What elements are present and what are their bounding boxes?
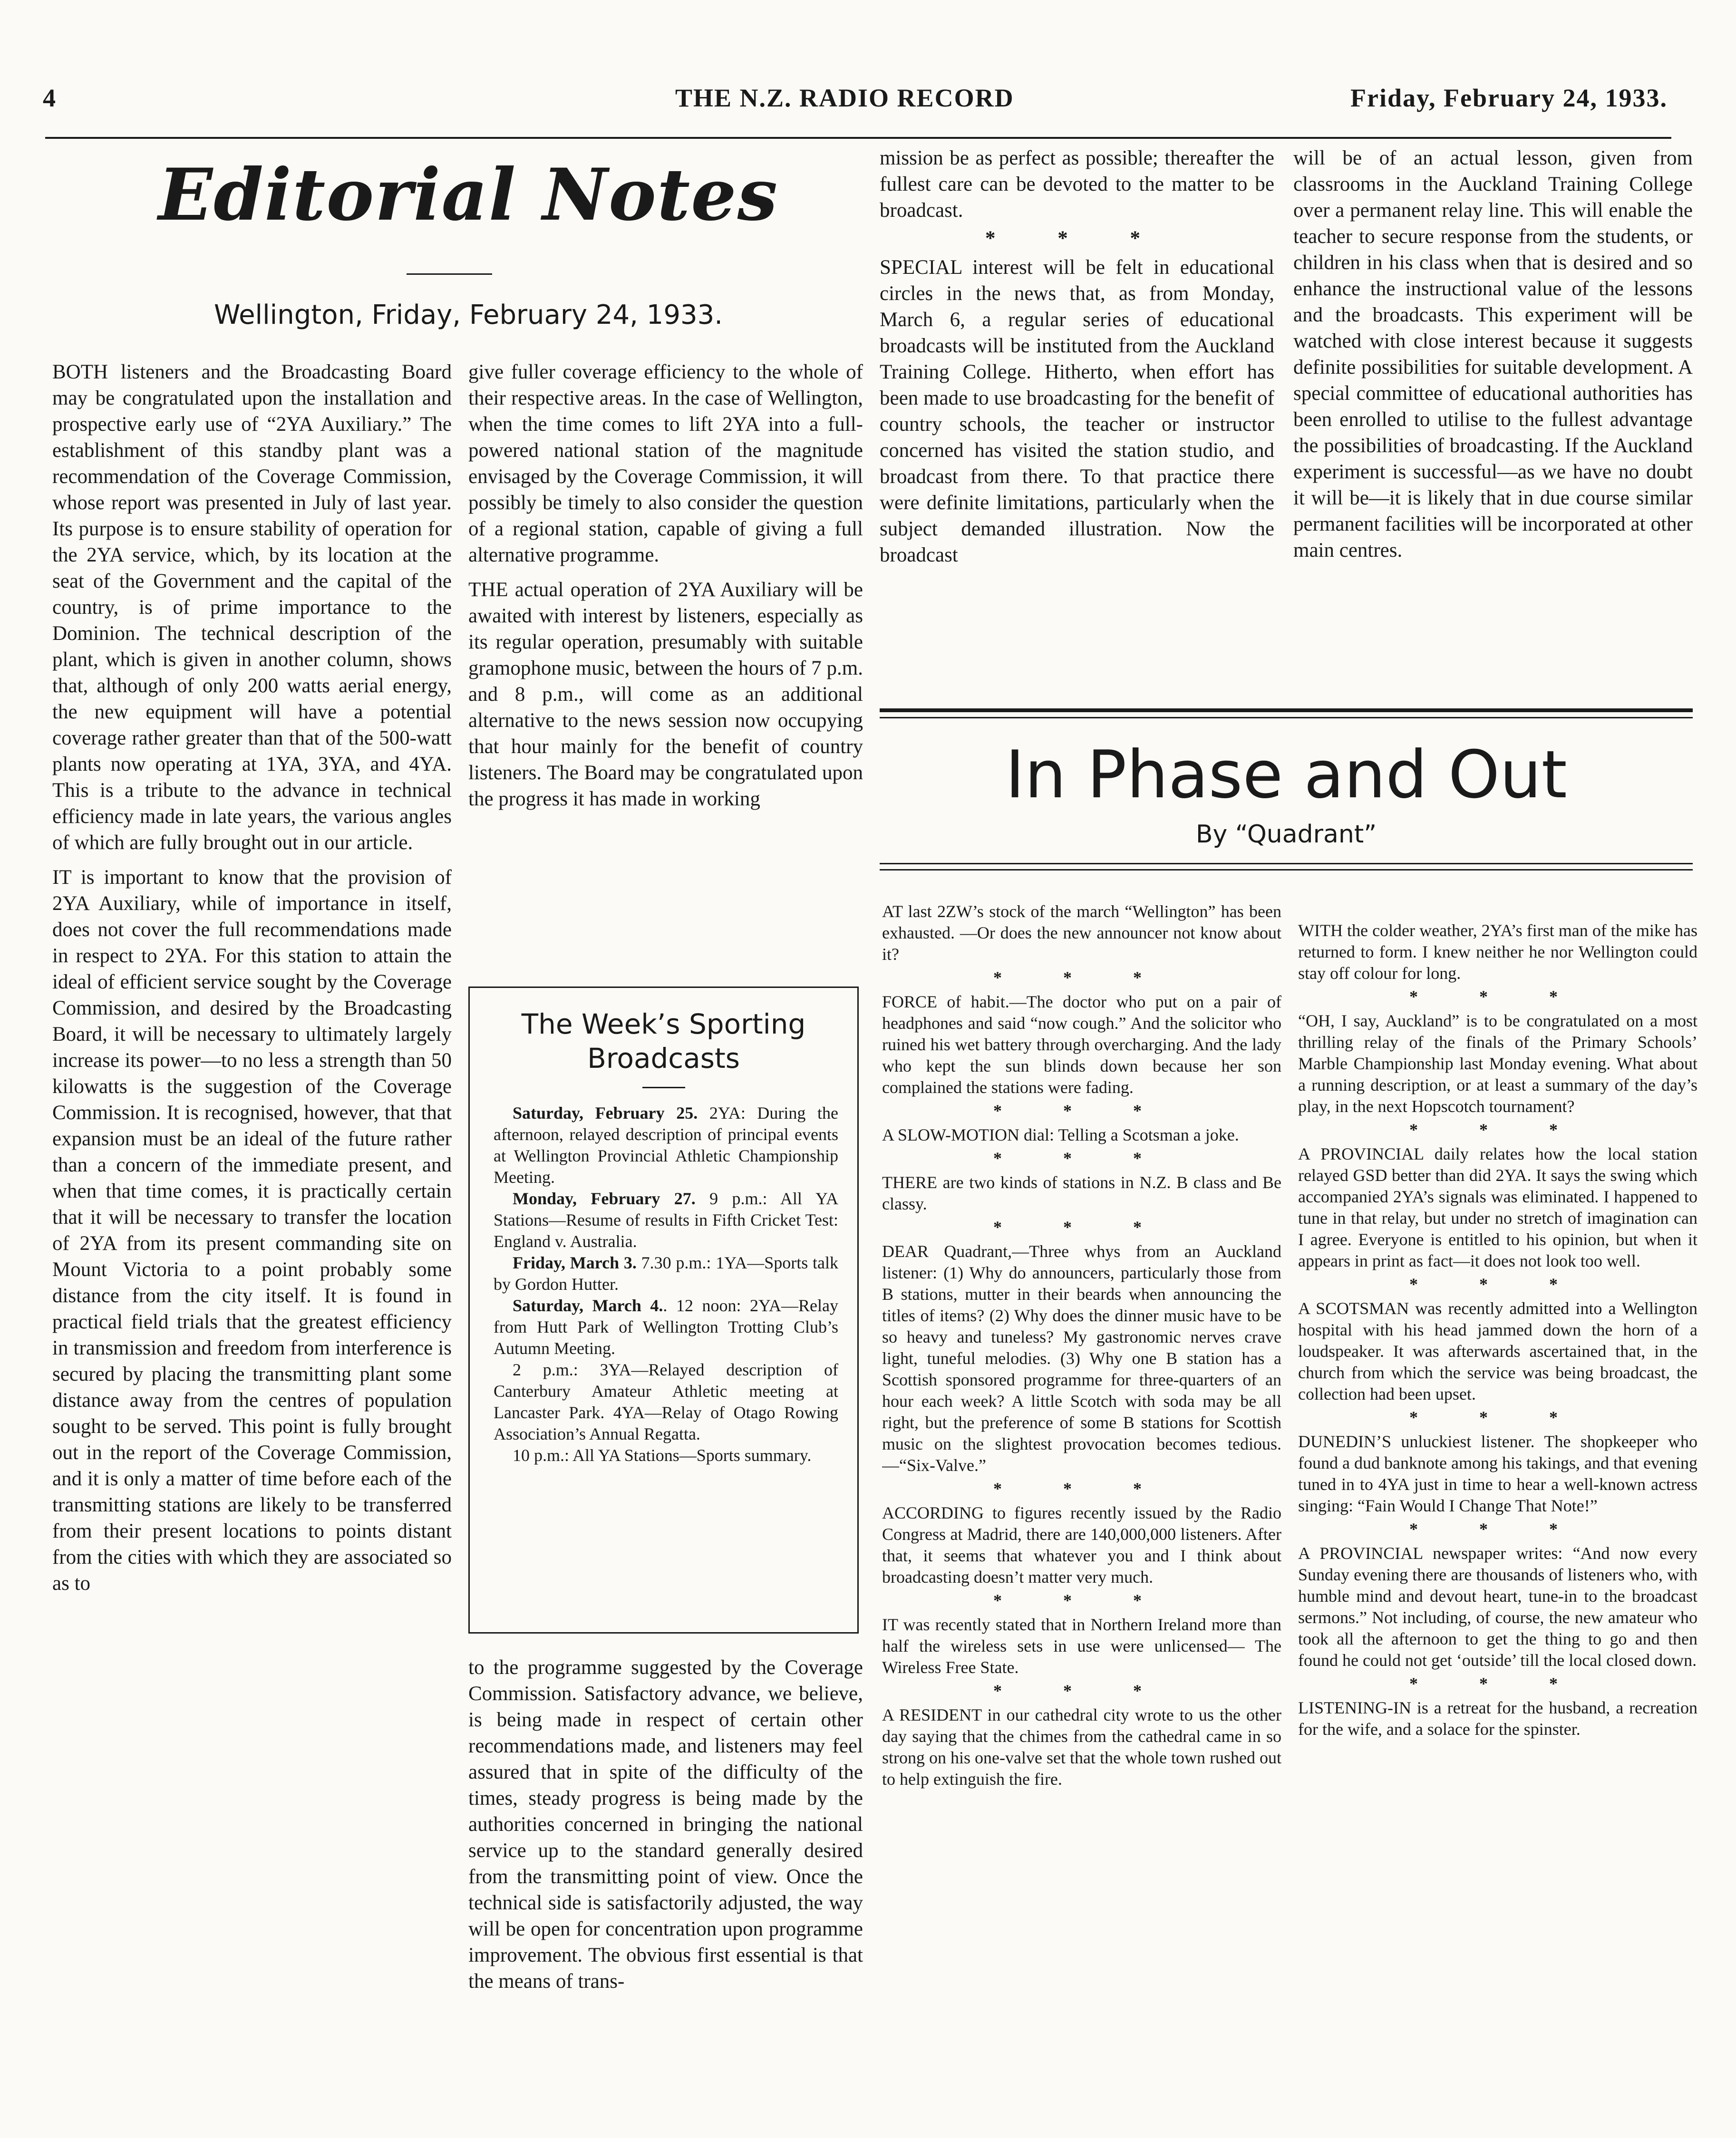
section-stars: * * * bbox=[1409, 1275, 1586, 1294]
phase-item: DUNEDIN’S unluckiest listener. The shopkeeper who found a dud banknote among his takings, and that evening tuned in to 4YA just in time to hear a well-known actress singing: “Fain Would I Change That Note!” bbox=[1298, 1432, 1697, 1515]
header-rule bbox=[45, 137, 1671, 139]
editorial-paragraph: THE actual operation of 2YA Auxiliary will be awaited with interest by listeners, especially as its regular operation, presumably with suitable gramophone music, between the hours of 7 p.m. and 8 p.m., will come as an additional alternative to the news session now occupying that hour mainly for the benefit of country listeners. The Board may be congratulated upon the progress it has made in working bbox=[468, 579, 863, 810]
sporting-entry-date: Saturday, February 25. bbox=[513, 1103, 698, 1122]
phase-title: In Phase and Out bbox=[1005, 736, 1567, 813]
section-stars: * * * bbox=[1409, 987, 1586, 1006]
sporting-entry bbox=[494, 1188, 838, 1252]
section-stars: * * * bbox=[993, 968, 1170, 987]
section-stars: * * * bbox=[993, 1681, 1170, 1700]
phase-item: A RESIDENT in our cathedral city wrote to us the other day saying that the chimes from the cathedral came in so strong on his one-valve set that the whole town rushed out to help extinguish the fire. bbox=[882, 1705, 1281, 1789]
phase-item: LISTENING-IN is a retreat for the husband, a recreation for the wife, and a solace for the spinster. bbox=[1298, 1698, 1697, 1739]
phase-rule-1 bbox=[880, 863, 1693, 864]
phase-item: A PROVINCIAL newspaper writes: “And now every Sunday evening there are thousands of listeners who, with humble mind and devout heart, tune-in to the broadcast sermons.” Not including, of course, the new amateur who took all the afternoon to get the thing to go and then found he could not get ‘outside’ till the local closed down. bbox=[1298, 1544, 1697, 1670]
editorial-paragraph: give fuller coverage efficiency to the whole of their respective areas. In the case of Wellington, when the time comes to lift 2YA into a full-powered national station of the magnitude envisaged by the Coverage Commission, it will possibly be timely to also consider the question of a regional station, capable of giving a full alternative programme. bbox=[468, 361, 863, 566]
phase-item: FORCE of habit.—The doctor who put on a pair of headphones and said “now cough.” And the solicitor who ruined his wet battery through overcharging. And the lady who kept the sun blinds down because her son complained the stations were fading. bbox=[882, 992, 1281, 1097]
sporting-entry-text: 2YA: During the afternoon, relayed description of principal events at Wellington Provincial Athletic Championship Meeting. bbox=[494, 1103, 838, 1187]
sporting-entry-date: Saturday, March 4. bbox=[513, 1296, 663, 1315]
sporting-entry-date: Monday, February 27. bbox=[513, 1189, 696, 1208]
phase-item: THERE are two kinds of stations in N.Z. B class and Be classy. bbox=[882, 1173, 1281, 1213]
section-stars: * * * bbox=[1409, 1519, 1586, 1538]
section-stars: * * * bbox=[1409, 1674, 1586, 1693]
editorial-dateline: Wellington, Friday, February 24, 1933. bbox=[213, 300, 723, 330]
sporting-broadcasts-box bbox=[468, 987, 859, 1634]
sporting-entry-text: 7.30 p.m.: 1YA—Sports talk by Gordon Hutter. bbox=[494, 1253, 839, 1294]
phase-item: WITH the colder weather, 2YA’s first man of the mike has returned to form. I knew neither he nor Wellington could stay off colour for long. bbox=[1298, 921, 1697, 983]
phase-item: AT last 2ZW’s stock of the march “Wellington” has been exhausted. —Or does the new announcer not know about it? bbox=[882, 902, 1281, 964]
section-stars: * * * bbox=[993, 1479, 1170, 1498]
sporting-title-line-1: The Week’s Sporting bbox=[521, 1008, 806, 1040]
phase-column-left bbox=[882, 901, 1281, 2128]
section-rule-thick bbox=[880, 708, 1693, 712]
phase-item: A SLOW-MOTION dial: Telling a Scotsman a joke. bbox=[882, 1125, 1239, 1144]
section-stars: * * * bbox=[993, 1218, 1170, 1237]
phase-item: A SCOTSMAN was recently admitted into a Wellington hospital with his head jammed down the horn of a loudspeaker. It was afterwards ascertained that, in the church from which the service was being broadcast, the collection had been upset. bbox=[1298, 1299, 1697, 1403]
editorial-column-2-top bbox=[468, 359, 863, 963]
editorial-column-1 bbox=[52, 359, 452, 2128]
issue-date: Friday, February 24, 1933. bbox=[1350, 84, 1668, 112]
phase-item: ACCORDING to figures recently issued by the Radio Congress at Madrid, there are 140,000,000 listeners. After that, it seems that whatever you and I think about broadcasting doesn’t matter very much. bbox=[882, 1503, 1281, 1587]
sporting-entry bbox=[494, 1103, 838, 1188]
editorial-column-2-bottom bbox=[468, 1654, 863, 2125]
editorial-title: Editorial Notes bbox=[158, 153, 779, 237]
sporting-entry-text: . 12 noon: 2YA—Relay from Hutt Park of Wellington Trotting Club’s Autumn Meeting. bbox=[494, 1296, 838, 1358]
section-stars: * * * bbox=[993, 1101, 1170, 1120]
sporting-entry-date: Friday, March 3. bbox=[513, 1253, 637, 1272]
editorial-column-3 bbox=[880, 145, 1274, 699]
editorial-paragraph: mission be as perfect as possible; thereafter the fullest care can be devoted to the matter to be broadcast. bbox=[880, 147, 1274, 222]
phase-item: “OH, I say, Auckland” is to be congratulated on a most thrilling relay of the finals of the Primary Schools’ Marble Championship last Monday evening. What about a running description, or at least a summary of the day’s play, in the next Hopscotch tournament? bbox=[1298, 1011, 1697, 1116]
sporting-entry bbox=[494, 1295, 838, 1359]
phase-item: DEAR Quadrant,—Three whys from an Auckland listener: (1) Why do announcers, particularly those from B stations, mutter in their beards when announcing the titles of items? (2) Why does the dinner music have to be so heavy and tuneless? My gastronomic nerves crave light, tuneful melodies. (3) Why one B station has a Scottish sponsored programme for three-quarters of an hour each week? A little Scotch with soda may be all right, but the preference of some B stations for Scottish music on the slightest provocation becomes tedious. —“Six-Valve.” bbox=[882, 1242, 1281, 1475]
phase-byline: By “Quadrant” bbox=[1195, 820, 1377, 849]
editorial-paragraph: to the programme suggested by the Coverage Commission. Satisfactory advance, we believe, is being made in respect of certain other recommendations made, and listeners may feel assured that in spite of the difficulty of the times, steady progress is being made by the authorities concerned in bringing the national service up to the standard generally desired from the transmitting point of view. Once the technical side is satisfactorily adjusted, the way will be open for concentration upon programme improvement. The obvious first essential is that the means of trans- bbox=[468, 1656, 863, 1993]
editorial-paragraph: BOTH listeners and the Broadcasting Board may be congratulated upon the installation and prospective early use of “2YA Auxiliary.” The establishment of this standby plant was a recommendation of the Coverage Commission, whose report was presented in July of last year. Its purpose is to ensure stability of operation for the 2YA service, which, by its location at the seat of the Government and the capital of the country, is of prime importance to the Dominion. The technical description of the plant, which is given in another column, shows that, although of only 200 watts aerial energy, the new equipment will have a potential coverage rather greater than that of the 500-watt plants now operating at 1YA, 3YA, and 4YA. This is a tribute to the advance in technical efficiency made in late years, the various angles of which are fully brought out in our article. bbox=[52, 361, 452, 854]
phase-item: A PROVINCIAL daily relates how the local station relayed GSD better than did 2YA. It says the swing which accompanied 2YA’s signals was eliminated. I happened to tune in that relay, but under no stretch of imagination can I agree. Everyone is entitled to his opinion, but when it appears in print as fact—it does not look too well. bbox=[1298, 1144, 1697, 1270]
editorial-paragraph: SPECIAL interest will be felt in educational circles in the news that, as from Monday, March 6, a regular series of educational broadcasts will be instituted from the Auckland Training College. Hitherto, when effort has been made to use broadcasting for the benefit of country schools, the teacher or instructor concerned has visited the station studio, and broadcast from there. To that practice there were definite limitations, particularly when the subject demanded illustration. Now the broadcast bbox=[880, 256, 1274, 566]
phase-column-right bbox=[1298, 920, 1697, 2128]
phase-item: IT was recently stated that in Northern Ireland more than half the wireless sets in use were unlicensed— The Wireless Free State. bbox=[882, 1615, 1281, 1677]
sporting-entry: 2 p.m.: 3YA—Relayed description of Canterbury Amateur Athletic meeting at Lancaster Park. 4YA—Relay of Otago Rowing Association’s Annual Regatta. bbox=[494, 1360, 838, 1443]
sporting-title bbox=[470, 1007, 857, 1075]
section-stars: * * * bbox=[1409, 1120, 1586, 1139]
phase-rule-2 bbox=[880, 869, 1693, 871]
sporting-title-line-2: Broadcasts bbox=[587, 1042, 740, 1074]
sporting-entry-text: 9 p.m.: All YA Stations—Resume of results in Fifth Cricket Test: England v. Australia. bbox=[494, 1189, 838, 1251]
editorial-paragraph: will be of an actual lesson, given from classrooms in the Auckland Training College over a permanent relay line. This will enable the teacher to secure response from the students, or children in his class when that is desired and so enhance the instructional value of the lessons and the broadcasts. This experiment will be watched with close interest because it suggests definite possibilities for suitable development. A special committee of educational authorities has been enrolled to utilise to the fullest advantage the possibilities of broadcasting. If the Auckland experiment is successful—as we have no doubt it will be—it is likely that in due course similar permanent facilities will be incorporated at other main centres. bbox=[1293, 147, 1693, 561]
sporting-entry bbox=[494, 1252, 838, 1295]
section-stars: * * * bbox=[985, 227, 1169, 250]
masthead: THE N.Z. RADIO RECORD bbox=[675, 84, 1014, 112]
section-stars: * * * bbox=[1409, 1408, 1586, 1427]
page-number: 4 bbox=[43, 84, 57, 112]
section-stars: * * * bbox=[993, 1149, 1170, 1168]
editorial-paragraph: IT is important to know that the provision of 2YA Auxiliary, while of importance in itself, does not cover the full recommendations made in respect to 2YA. For this station to attain the ideal of efficient service sought by the Coverage Commission, and desired by the Broadcasting Board, it will be necessary to ultimately largely increase its power—to no less a strength than 50 kilowatts is the suggestion of the Coverage Commission. It is recognised, however, that that expansion must be an ideal of the future rather than a concern of the immediate present, and when that time comes, it is practically certain that it will be necessary to transfer the location of 2YA from its present commanding site on Mount Victoria to a point probably some distance from the city itself. It is found in practical field trials that the greatest efficiency in transmission and freedom from interference is secured by placing the transmitting plant some distance away from the centres of population sought to be served. This point is fully brought out in the report of the Coverage Commission, and it is only a matter of time before each of the transmitting stations are likely to be transferred from their present locations to points distant from the cities with which they are associated so as to bbox=[52, 866, 452, 1595]
sporting-divider bbox=[642, 1087, 685, 1088]
sporting-entry: 10 p.m.: All YA Stations—Sports summary. bbox=[513, 1446, 812, 1465]
sporting-listings bbox=[470, 1103, 857, 1466]
editorial-column-4 bbox=[1293, 145, 1693, 699]
section-stars: * * * bbox=[993, 1591, 1170, 1610]
title-underline bbox=[407, 273, 492, 275]
section-rule-thin bbox=[880, 717, 1693, 718]
